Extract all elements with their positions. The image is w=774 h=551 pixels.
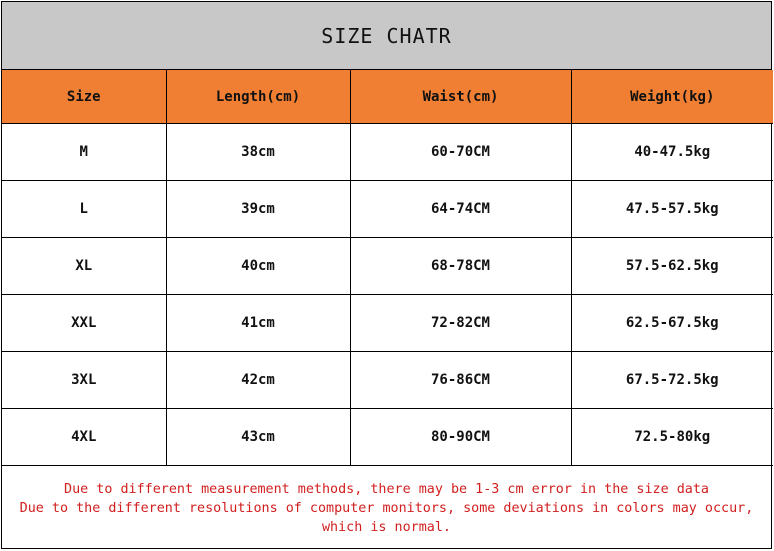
size-cell: L [2, 181, 166, 238]
table-row [2, 409, 773, 466]
measurement-note: Due to different measurement methods, there may be 1-3 cm error in the size data [64, 482, 709, 497]
header-row [2, 70, 773, 124]
chart-title: SIZE CHATR [2, 2, 771, 70]
waist-cell: 68-78CM [350, 238, 571, 295]
length-cell: 41cm [166, 295, 350, 352]
size-cell: 3XL [2, 352, 166, 409]
table-row [2, 295, 773, 352]
size-cell: M [2, 124, 166, 181]
length-cell: 42cm [166, 352, 350, 409]
weight-cell: 72.5-80kg [571, 409, 773, 466]
length-cell: 38cm [166, 124, 350, 181]
table-row [2, 238, 773, 295]
waist-cell: 72-82CM [350, 295, 571, 352]
length-cell: 43cm [166, 409, 350, 466]
table-row [2, 352, 773, 409]
size-table [2, 70, 773, 466]
header-weight: Weight(kg) [571, 70, 773, 124]
color-note: Due to the different resolutions of computer monitors, some deviations in colors may occur, [19, 501, 754, 516]
weight-cell: 62.5-67.5kg [571, 295, 773, 352]
weight-cell: 57.5-62.5kg [571, 238, 773, 295]
size-chart [1, 1, 772, 549]
length-cell: 39cm [166, 181, 350, 238]
weight-cell: 67.5-72.5kg [571, 352, 773, 409]
size-cell: XL [2, 238, 166, 295]
color-note-continued: which is normal. [322, 520, 451, 535]
waist-cell: 80-90CM [350, 409, 571, 466]
disclaimer-notes [2, 466, 771, 551]
waist-cell: 76-86CM [350, 352, 571, 409]
header-length: Length(cm) [166, 70, 350, 124]
header-waist: Waist(cm) [350, 70, 571, 124]
waist-cell: 60-70CM [350, 124, 571, 181]
table-row [2, 181, 773, 238]
table-row [2, 124, 773, 181]
waist-cell: 64-74CM [350, 181, 571, 238]
size-cell: XXL [2, 295, 166, 352]
length-cell: 40cm [166, 238, 350, 295]
header-size: Size [2, 70, 166, 124]
weight-cell: 40-47.5kg [571, 124, 773, 181]
weight-cell: 47.5-57.5kg [571, 181, 773, 238]
size-cell: 4XL [2, 409, 166, 466]
